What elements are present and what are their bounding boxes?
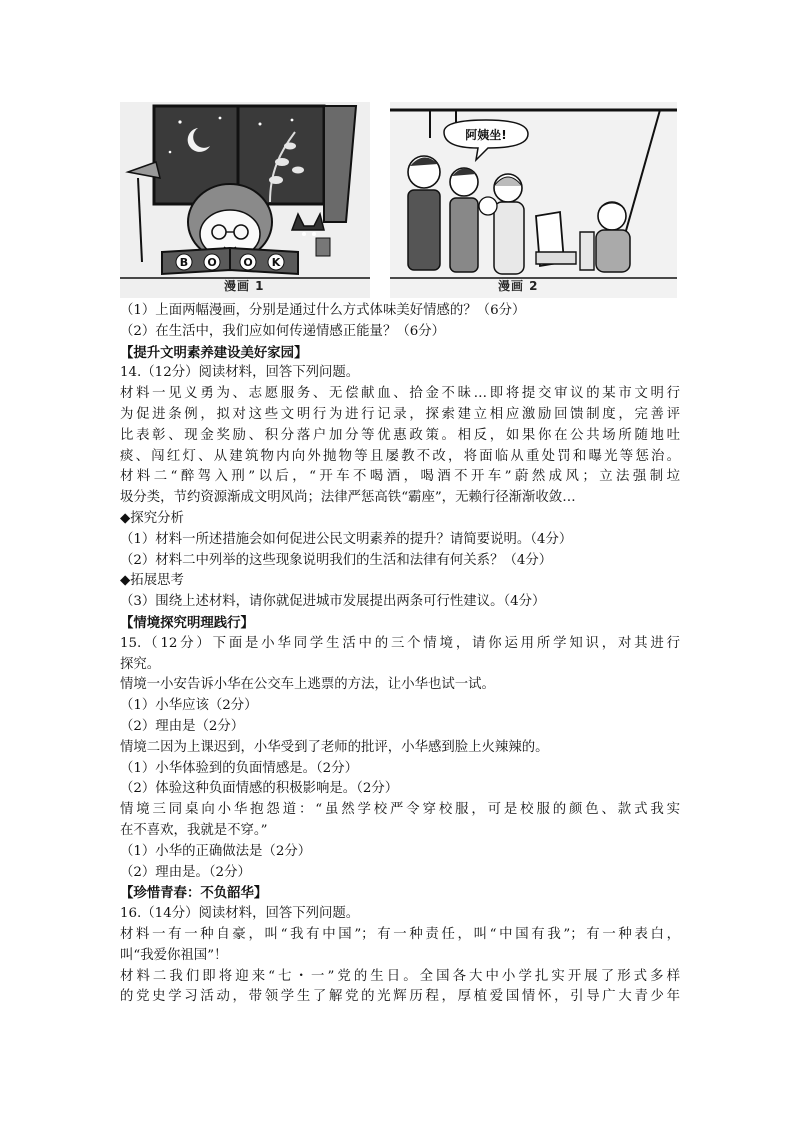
section-heading-civility: 【提升文明素养建设美好家园】 (120, 344, 308, 361)
q13-part2: （2）在生活中，我们应如何传递情感正能量？（6分） (120, 323, 446, 339)
comic-2-caption: 漫画 2 (498, 279, 539, 293)
q16-material2-line1: 材料二我们即将迎来“七・一”党的生日。全国各大中小学扎实开展了形式多样 (120, 968, 680, 984)
q15-s2-part2: （2）体验这种负面情感的积极影响是。（2分） (120, 781, 399, 797)
q13-part1: （1）上面两幅漫画，分别是通过什么方式体味美好情感的？（6分） (120, 303, 526, 318)
q15-s3-part1: （1）小华的正确做法是（2分） (120, 843, 312, 859)
q14-stem: 14.（12分）阅读材料，回答下列问题。 (120, 365, 360, 381)
q14-part3: （3）围绕上述材料，请你就促进城市发展提出两条可行性建议。（4分） (120, 594, 546, 610)
q16-material2-line2: 的党史学习活动，带领学生了解党的光辉历程，厚植爱国情怀，引导广大青少年 (120, 989, 680, 1005)
book-letter-1: B (179, 256, 189, 269)
q14-material1-line3: 比表彰、现金奖励、积分落户加分等优惠政策。相反，如果你在公共场所随地吐 (120, 427, 680, 443)
q14-part2: （2）材料二中列举的这些现象说明我们的生活和法律有何关系？（4分） (120, 552, 553, 568)
book-letter-3: O (243, 256, 253, 269)
book-letter-2: O (207, 256, 217, 269)
comic-1-drawing (120, 102, 370, 298)
q15-scenario1: 情境一小安告诉小华在公交车上逃票的方法，让小华也试一试。 (120, 677, 495, 693)
q14-material2-line1: 材料二“醉驾入刑”以后，“开车不喝酒，喝酒不开车”蔚然成风；立法强制垃 (120, 469, 680, 485)
q15-s1-part1: （1）小华应该（2分） (120, 698, 258, 714)
comic-strip (120, 102, 677, 298)
speech-bubble-text: 阿姨坐! (465, 128, 507, 142)
section-heading-youth: 【珍惜青春：不负韶华】 (120, 885, 268, 902)
q15-stem-line2: 探究。 (120, 656, 161, 672)
q14-material1-line1: 材料一见义勇为、志愿服务、无偿献血、拾金不昧…即将提交审议的某市文明行 (120, 386, 680, 402)
question-text (120, 301, 680, 1008)
q15-scenario3-line2: 在不喜欢，我就是不穿。” (120, 822, 268, 838)
q14-part1: （1）材料一所述措施会如何促进公民文明素养的提升？请简要说明。（4分） (120, 531, 573, 547)
subheading-extension: ◆拓展思考 (120, 573, 184, 589)
q16-material1-line1: 材料一有一种自豪，叫“我有中国”；有一种责任，叫“中国有我”；有一种表白， (120, 926, 680, 942)
subheading-analysis: ◆探究分析 (120, 510, 184, 526)
q15-stem-line1: 15.（12分）下面是小华同学生活中的三个情境，请你运用所学知识，对其进行 (120, 635, 680, 651)
q16-material1-line2: 叫“我爱你祖国”！ (120, 947, 228, 963)
q15-scenario2: 情境二因为上课迟到，小华受到了老师的批评，小华感到脸上火辣辣的。 (120, 739, 549, 755)
q14-material1-line4: 痰、闯红灯、从建筑物内向外抛物等且屡教不改，将面临从重处罚和曝光等惩治。 (120, 448, 680, 464)
q15-scenario3-line1: 情境三同桌向小华抱怨道：“虽然学校严令穿校服，可是校服的颜色、款式我实 (120, 802, 680, 818)
q14-material2-line2: 圾分类，节约资源渐成文明风尚；法律严惩高铁“霸座”，无赖行径渐渐收敛… (120, 490, 576, 506)
q14-material1-line2: 为促进条例，拟对这些文明行为进行记录，探索建立相应激励回馈制度，完善评 (120, 406, 680, 422)
q15-s3-part2: （2）理由是。（2分） (120, 864, 251, 880)
comic-2-drawing (390, 102, 677, 298)
comic-1 (120, 102, 370, 298)
book-letter-4: K (271, 256, 281, 269)
comic-1-caption: 漫画 1 (224, 279, 265, 293)
q15-s1-part2: （2）理由是（2分） (120, 718, 245, 734)
section-heading-scenario: 【情境探究明理践行】 (120, 614, 254, 631)
comic-2 (390, 102, 677, 298)
q15-s2-part1: （1）小华体验到的负面情感是。（2分） (120, 760, 358, 776)
q16-stem: 16.（14分）阅读材料，回答下列问题。 (120, 906, 360, 922)
